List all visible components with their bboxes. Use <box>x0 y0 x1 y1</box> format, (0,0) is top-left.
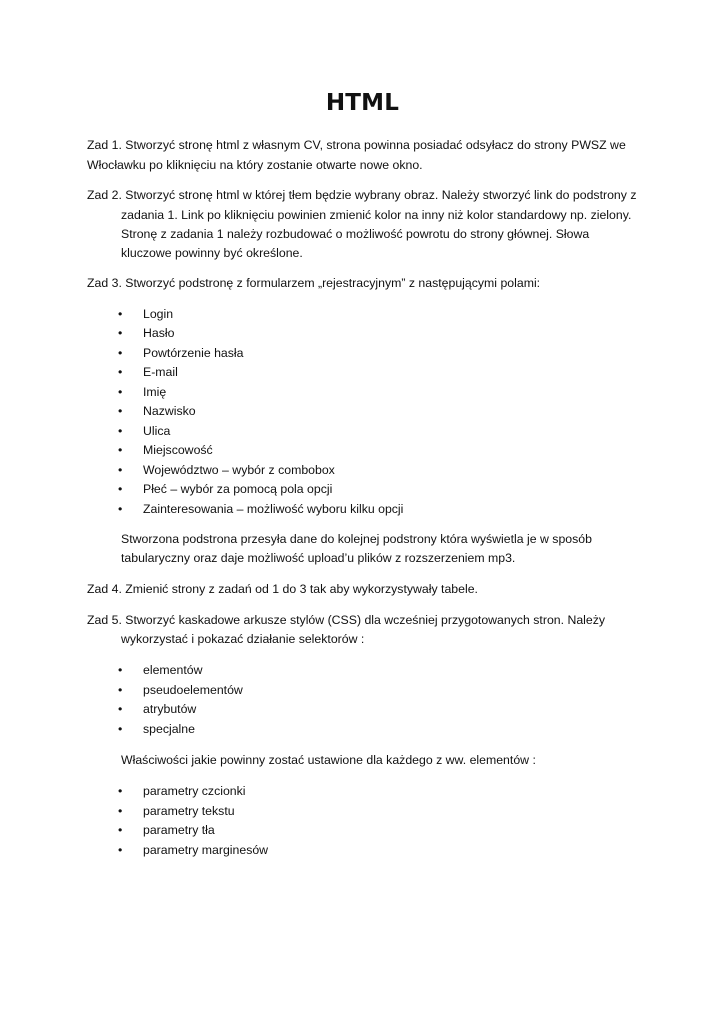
list-item: parametry tekstu <box>143 804 235 818</box>
bullet-icon: • <box>118 702 123 716</box>
bullet-icon: • <box>118 404 123 418</box>
zad5-line-1: Zad 5. Stworzyć kaskadowe arkusze stylów (CSS) dla wcześniej przygotowanych stron. Należy <box>87 613 606 627</box>
list-item: Ulica <box>143 424 171 438</box>
zad3-note-line-1: Stworzona podstrona przesyła dane do kolejnej podstrony która wyświetla je w sposób <box>121 532 592 546</box>
zad2-line-1: Zad 2. Stworzyć stronę html w której tłem będzie wybrany obraz. Należy stworzyć link do podstrony z <box>87 188 637 202</box>
zad2-line-4: kluczowe powinny być określone. <box>121 246 303 260</box>
bullet-icon: • <box>118 443 123 457</box>
list-item: elementów <box>143 663 203 677</box>
list-item: Powtórzenie hasła <box>143 346 244 360</box>
bullet-icon: • <box>118 463 123 477</box>
list-item: parametry tła <box>143 823 215 837</box>
bullet-icon: • <box>118 326 123 340</box>
zad5-line-2: wykorzystać i pokazać działanie selektorów : <box>121 632 365 646</box>
bullet-icon: • <box>118 385 123 399</box>
zad3-note-line-2: tabularyczny oraz daje możliwość upload’u plików z rozszerzeniem mp3. <box>121 551 516 565</box>
list-item: Zainteresowania – możliwość wyboru kilku opcji <box>143 502 404 516</box>
list-item: Login <box>143 307 174 321</box>
bullet-icon: • <box>118 502 123 516</box>
bullet-icon: • <box>118 424 123 438</box>
zad4-line-1: Zad 4. Zmienić strony z zadań od 1 do 3 tak aby wykorzystywały tabele. <box>87 582 478 596</box>
list-item: Miejscowość <box>143 443 213 457</box>
bullet-icon: • <box>118 482 123 496</box>
zad2-line-3: Stronę z zadania 1 należy rozbudować o możliwość powrotu do strony głównej. Słowa <box>121 227 590 241</box>
bullet-icon: • <box>118 823 123 837</box>
list-item: parametry marginesów <box>143 843 269 857</box>
bullet-icon: • <box>118 307 123 321</box>
bullet-icon: • <box>118 365 123 379</box>
document-title: HTML <box>325 90 400 116</box>
bullet-icon: • <box>118 843 123 857</box>
list-item: atrybutów <box>143 702 197 716</box>
list-item: specjalne <box>143 722 195 736</box>
bullet-icon: • <box>118 683 123 697</box>
zad3-intro: Zad 3. Stworzyć podstronę z formularzem „rejestracyjnym” z następującymi polami: <box>87 276 541 290</box>
list-item: Imię <box>143 385 167 399</box>
bullet-icon: • <box>118 663 123 677</box>
list-item: Województwo – wybór z combobox <box>143 463 335 477</box>
bullet-icon: • <box>118 722 123 736</box>
bullet-icon: • <box>118 804 123 818</box>
bullet-icon: • <box>118 784 123 798</box>
list-item: Płeć – wybór za pomocą pola opcji <box>143 482 333 496</box>
zad1-line-1: Zad 1. Stworzyć stronę html z własnym CV, strona powinna posiadać odsyłacz do strony PWSZ we <box>87 138 626 152</box>
list-item: Hasło <box>143 326 175 340</box>
zad1-line-2: Włocławku po kliknięciu na który zostanie otwarte nowe okno. <box>87 158 423 172</box>
bullet-icon: • <box>118 346 123 360</box>
list-item: E-mail <box>143 365 178 379</box>
list-item: pseudoelementów <box>143 683 243 697</box>
zad5-properties-intro: Właściwości jakie powinny zostać ustawione dla każdego z ww. elementów : <box>121 753 536 767</box>
list-item: parametry czcionki <box>143 784 246 798</box>
list-item: Nazwisko <box>143 404 196 418</box>
zad2-line-2: zadania 1. Link po kliknięciu powinien zmienić kolor na inny niż kolor standardowy np. zielony. <box>121 208 632 222</box>
